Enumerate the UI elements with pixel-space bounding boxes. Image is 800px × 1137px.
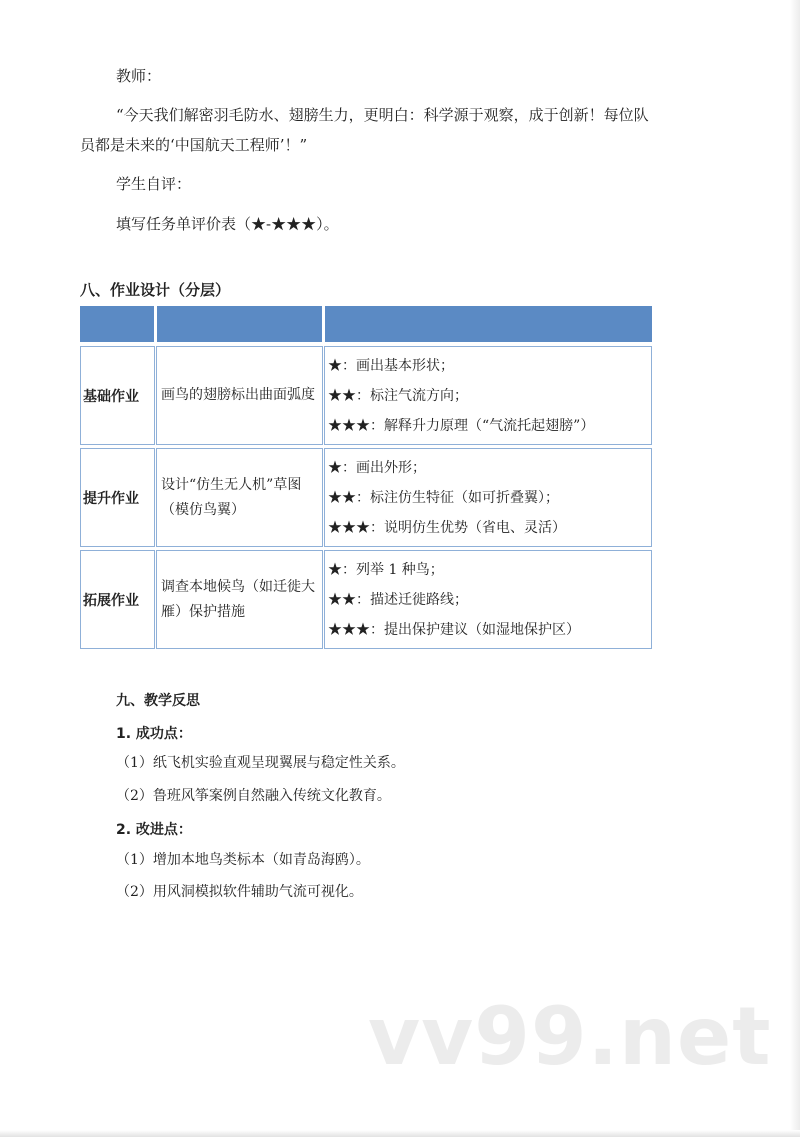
teacher-quote-line1: “今天我们解密羽毛防水、翅膀生力，更明白：科学源于观察，成于创新！每位队 (116, 106, 649, 124)
table-row-criteria (324, 448, 652, 547)
table-row-category: 拓展作业 (80, 550, 155, 649)
page-edge-shadow (0, 1130, 800, 1137)
page-edge-shadow (790, 0, 800, 1137)
improve-item: （1）增加本地鸟类标本（如青岛海鸥）。 (116, 852, 370, 868)
criteria-item: ★：画出基本形状； (328, 357, 454, 374)
table-header-cell (80, 306, 154, 342)
watermark: vv99.net (368, 990, 772, 1083)
table-row-task (156, 550, 323, 649)
self-eval-text: 填写任务单评价表（★-★★★）。 (116, 215, 339, 233)
criteria-item: ★：列举 1 种鸟； (328, 561, 444, 578)
criteria-item: ★★★：解释升力原理（“气流托起翅膀”） (328, 417, 595, 434)
table-row-criteria (324, 346, 652, 445)
table-row-criteria (324, 550, 652, 649)
success-item: （1）纸飞机实验直观呈现翼展与稳定性关系。 (116, 755, 405, 771)
success-item: （2）鲁班风筝案例自然融入传统文化教育。 (116, 788, 391, 804)
table-row-task (156, 346, 323, 445)
teacher-label: 教师： (116, 67, 162, 85)
homework-heading: 八、作业设计（分层） (80, 281, 231, 299)
table-header-cell (325, 306, 652, 342)
self-eval-label: 学生自评： (116, 175, 192, 193)
criteria-item: ★★：标注气流方向； (328, 387, 468, 404)
reflection-heading: 九、教学反思 (116, 693, 200, 709)
task-text: 调查本地候鸟（如迁徙大雁）保护措施 (161, 578, 315, 620)
improve-label: 2. 改进点： (116, 822, 192, 838)
teacher-quote-line2: 员都是未来的‘中国航天工程师’！” (80, 136, 308, 154)
criteria-item: ★★：描述迁徙路线； (328, 591, 468, 608)
improve-item: （2）用风洞模拟软件辅助气流可视化。 (116, 884, 363, 900)
criteria-item: ★★★：提出保护建议（如湿地保护区） (328, 621, 580, 638)
criteria-item: ★：画出外形； (328, 459, 426, 476)
criteria-item: ★★：标注仿生特征（如可折叠翼）； (328, 489, 559, 506)
task-text: 设计“仿生无人机”草图（模仿鸟翼） (161, 476, 302, 518)
table-row-category: 基础作业 (80, 346, 155, 445)
table-header-cell (157, 306, 322, 342)
table-row-task (156, 448, 323, 547)
task-text: 画鸟的翅膀标出曲面弧度 (161, 387, 315, 403)
table-row-category: 提升作业 (80, 448, 155, 547)
criteria-item: ★★★：说明仿生优势（省电、灵活） (328, 519, 566, 536)
success-label: 1. 成功点： (116, 726, 192, 742)
